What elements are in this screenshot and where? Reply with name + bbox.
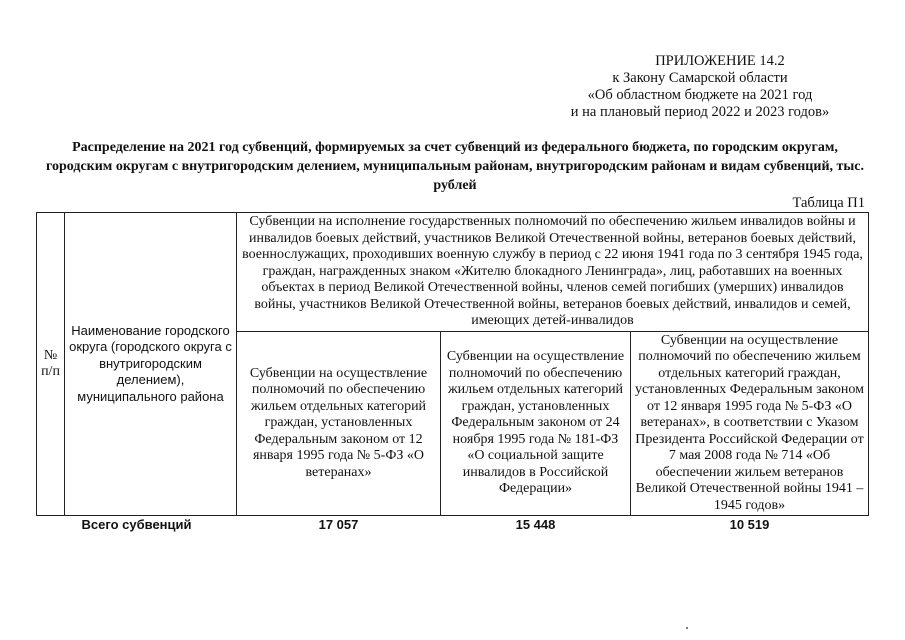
total-row — [37, 516, 869, 535]
total-label: Всего субвенций — [81, 517, 192, 532]
header-row-1 — [37, 213, 869, 332]
table-label: Таблица П1 — [792, 195, 865, 211]
appendix-line: и на плановый период 2022 и 2023 годов» — [570, 104, 830, 120]
appendix-header — [520, 53, 880, 121]
sub-header-veterans-law: Субвенции на осуществление полномочий по обеспечению жильем отдельных категорий граждан, установленных Федеральным законом от 12 января 1995 года № 5-ФЗ «О ветеранах» — [237, 331, 441, 516]
appendix-line: «Об областном бюджете на 2021 год — [587, 87, 813, 103]
group-header-housing-subsidies: Субвенции на исполнение государственных полномочий по обеспечению жильем инвалидов войны и инвалидов боевых действий, участников Великой Отечественной войны, ветеранов боевых действий, военнослужащих, проходивших военную службу в период с 22 июня 1941 года по 3 сентября 1945 года, граждан, награжденных знаком «Жителю блокадного Ленинграда», лиц, работавших на военных объектах в период Великой Отечественной войны, членов семей погибших (умерших) инвалидов войны, участников Великой Отечественной войны, ветеранов боевых действий, инвалидов и семей, имеющих детей-инвалидов — [237, 213, 869, 332]
scan-speck — [686, 627, 688, 629]
total-value: 17 057 — [318, 517, 359, 532]
document-title: Распределение на 2021 год субвенций, формируемых за счет субвенций из федерального бюджета, по городским округам, городским округам с внутригородским делением, муниципальным районам, внутригородским районам и видам субвенций, тыс. рублей — [45, 140, 865, 193]
subsidy-table — [36, 212, 869, 534]
column-header-number: № п/п — [37, 213, 65, 516]
appendix-title: ПРИЛОЖЕНИЕ 14.2 — [655, 53, 785, 69]
sub-header-disabled-law: Субвенции на осуществление полномочий по обеспечению жильем отдельных категорий граждан, установленных Федеральным законом от 24 ноября 1995 года № 181-ФЗ «О социальной защите инвалидов в Российской Федерации» — [441, 331, 631, 516]
total-value: 15 448 — [515, 517, 556, 532]
column-header-name: Наименование городского округа (городского округа с внутригородским делением), муниципального района — [65, 213, 237, 516]
total-value: 10 519 — [729, 517, 770, 532]
appendix-line: к Закону Самарской области — [612, 70, 788, 86]
sub-header-presidential-decree: Субвенции на осуществление полномочий по обеспечению жильем отдельных категорий граждан, установленных Федеральным законом от 12 января 1995 года № 5-ФЗ «О ветеранах», в соответствии с Указом Президента Российской Федерации от 7 мая 2008 года № 714 «Об обеспечении жильем ветеранов Великой Отечественной войны 1941 – 1945 годов» — [631, 331, 869, 516]
